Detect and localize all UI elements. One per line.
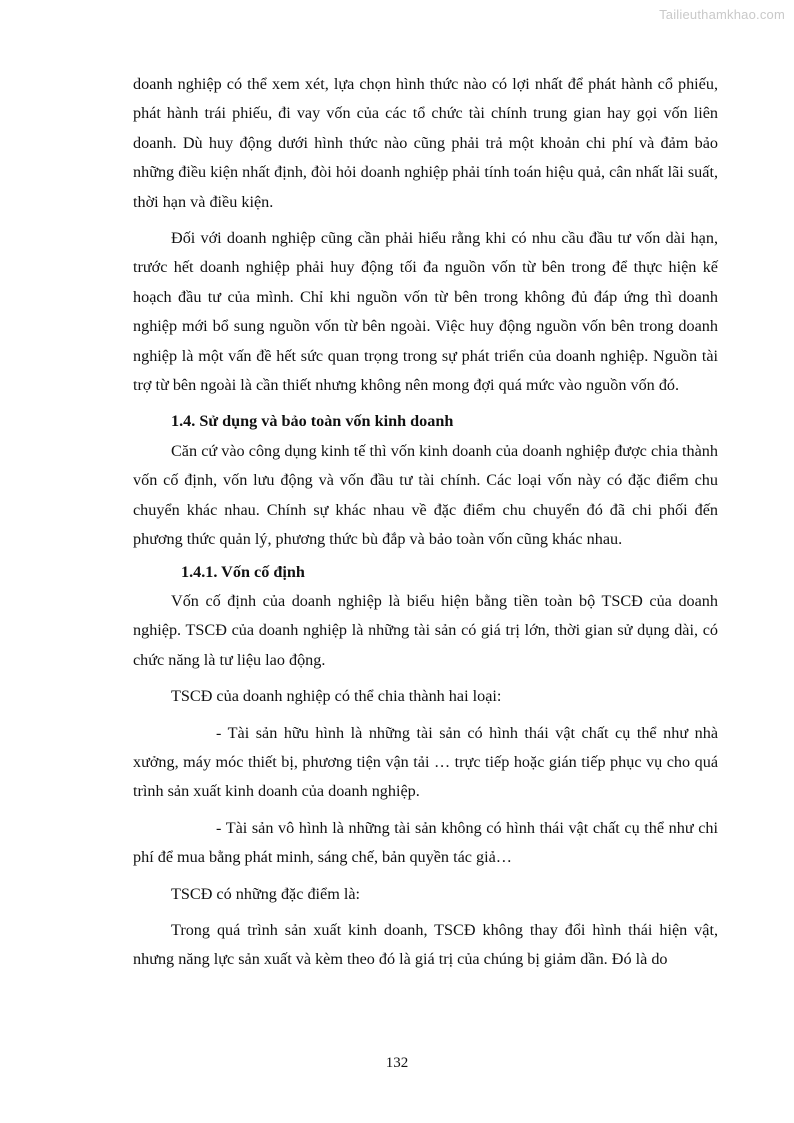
paragraph-5: TSCĐ của doanh nghiệp có thể chia thành hai loại: — [171, 687, 502, 706]
paragraph-6: TSCĐ có những đặc điểm là: — [171, 884, 361, 903]
bullet-tangible-assets: - Tài sản hữu hình là những tài sản có hình thái vật chất cụ thể như nhà xưởng, máy móc thiết bị, phương tiện vận tải … trực tiếp hoặc gián tiếp phục vụ cho quá trình sản xuất kinh doanh của doanh nghiệp. — [133, 723, 718, 801]
page-number: 132 — [385, 1055, 409, 1071]
bullet-intangible-assets: - Tài sản vô hình là những tài sản không có hình thái vật chất cụ thể như chi phí để mua bằng phát minh, sáng chế, bản quyền tác giả… — [133, 818, 718, 867]
paragraph-7: Trong quá trình sản xuất kinh doanh, TSCĐ không thay đổi hình thái hiện vật, nhưng năng lực sản xuất và kèm theo đó là giá trị của chúng bị giảm dần. Đó là do — [133, 920, 718, 969]
section-heading-1-4-1: 1.4.1. Vốn cố định — [181, 562, 305, 581]
paragraph-2: Đối với doanh nghiệp cũng cần phải hiểu rằng khi có nhu cầu đầu tư vốn dài hạn, trước hết doanh nghiệp phải huy động tối đa nguồn vốn từ bên trong để thực hiện kế hoạch đầu tư của mình. Chỉ khi nguồn vốn từ bên trong không đủ đáp ứng thì doanh nghiệp mới bổ sung nguồn vốn từ bên ngoài. Việc huy động nguồn vốn bên trong doanh nghiệp là một vấn đề hết sức quan trọng trong sự phát triển của doanh nghiệp. Nguồn tài trợ từ bên ngoài là cần thiết nhưng không nên mong đợi quá mức vào nguồn vốn đó. — [133, 229, 718, 395]
watermark-text: Tailieuthamkhao.com — [659, 7, 785, 22]
section-heading-1-4: 1.4. Sử dụng và bảo toàn vốn kinh doanh — [171, 412, 454, 431]
paragraph-1: doanh nghiệp có thể xem xét, lựa chọn hình thức nào có lợi nhất để phát hành cổ phiếu, phát hành trái phiếu, đi vay vốn của các tổ chức tài chính trung gian hay gọi vốn liên doanh. Dù huy động dưới hình thức nào cũng phải trả một khoản chi phí và đảm bảo những điều kiện nhất định, đòi hỏi doanh nghiệp phải tính toán hiệu quả, cân nhất lãi suất, thời hạn và điều kiện. — [133, 75, 718, 211]
document-body — [133, 70, 718, 975]
paragraph-3: Căn cứ vào công dụng kinh tế thì vốn kinh doanh của doanh nghiệp được chia thành vốn cố định, vốn lưu động và vốn đầu tư tài chính. Các loại vốn này có đặc điểm chu chuyển khác nhau. Chính sự khác nhau về đặc điểm chu chuyển đó đã chi phối đến phương thức quản lý, phương thức bù đắp và bảo toàn vốn cũng khác nhau. — [133, 441, 718, 549]
paragraph-4: Vốn cố định của doanh nghiệp là biểu hiện bằng tiền toàn bộ TSCĐ của doanh nghiệp. TSCĐ của doanh nghiệp là những tài sản có giá trị lớn, thời gian sử dụng dài, có chức năng là tư liệu lao động. — [133, 591, 718, 669]
